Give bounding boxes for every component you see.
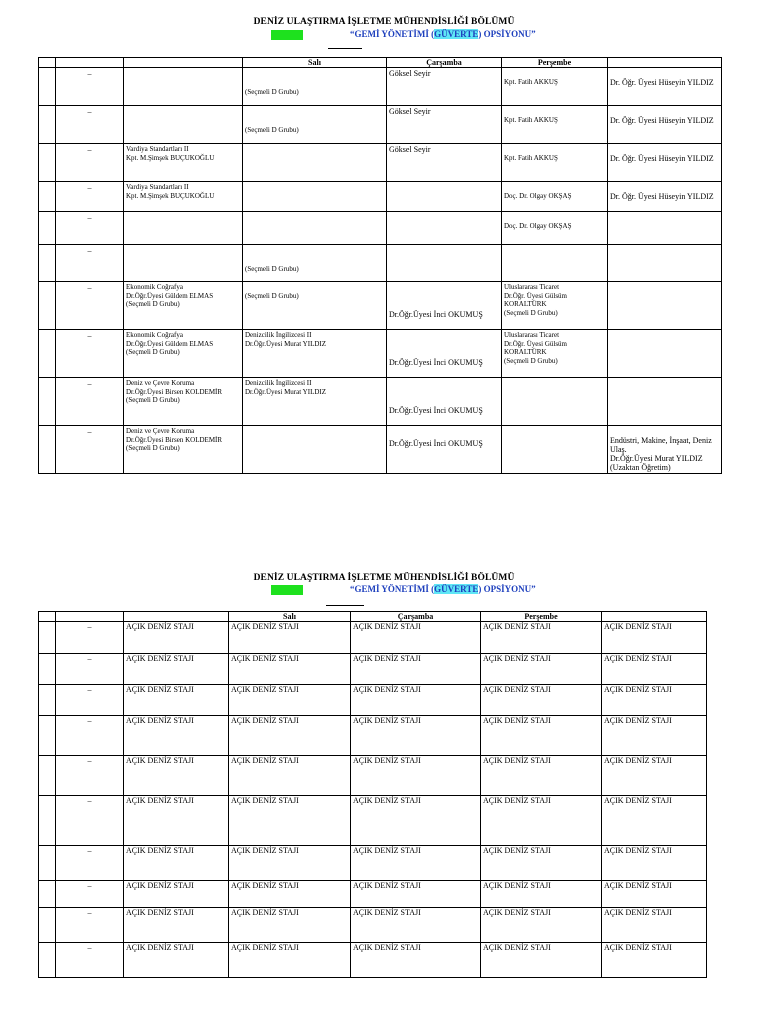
table-row (39, 796, 707, 846)
schedule-table-1 (38, 57, 722, 474)
tuesday-cell (243, 68, 387, 106)
row-number-cell (39, 908, 56, 943)
wednesday-cell: AÇIK DENİZ STAJI (351, 796, 481, 846)
option-subtitle: “GEMİ YÖNETİMİ (GÜVERTE) OPSİYONU” (350, 29, 536, 39)
monday-cell: AÇIK DENİZ STAJI (124, 796, 229, 846)
wednesday-cell-text: Dr.Öğr.Üyesi İnci OKUMUŞ (389, 406, 483, 415)
wednesday-cell (387, 144, 502, 182)
friday-cell (608, 282, 722, 330)
header-cell: Çarşamba (351, 612, 481, 622)
wednesday-cell: AÇIK DENİZ STAJI (351, 622, 481, 654)
thursday-cell-text: Kpt. Fatih AKKUŞ (504, 116, 558, 124)
wednesday-cell (387, 330, 502, 378)
friday-cell-text: Endüstri, Makine, İnşaat, Deniz Ulaş. Dr.Öğr.Üyesi Murat YILDIZ (Uzaktan Öğretim) (610, 436, 712, 472)
friday-cell (608, 378, 722, 426)
header-cell (124, 612, 229, 622)
thursday-cell (502, 106, 608, 144)
wednesday-cell: AÇIK DENİZ STAJI (351, 685, 481, 716)
row-number-cell (39, 685, 56, 716)
monday-cell-text: Ekonomik Coğrafya Dr.Öğr.Üyesi Güldem ELMAS (Seçmeli D Grubu) (126, 283, 214, 309)
monday-cell: AÇIK DENİZ STAJI (124, 654, 229, 685)
monday-cell: AÇIK DENİZ STAJI (124, 881, 229, 908)
time-cell-text: – (87, 183, 92, 192)
row-number-cell (39, 106, 56, 144)
wednesday-cell-text: Dr.Öğr.Üyesi İnci OKUMUŞ (389, 358, 483, 367)
friday-cell-text: Dr. Öğr. Üyesi Hüseyin YILDIZ (610, 154, 714, 163)
friday-cell: AÇIK DENİZ STAJI (602, 622, 707, 654)
thursday-cell-text: Doç. Dr. Olgay OKŞAŞ (504, 192, 572, 200)
row-number-cell (39, 622, 56, 654)
thursday-cell: AÇIK DENİZ STAJI (481, 622, 602, 654)
tuesday-cell-text: (Seçmeli D Grubu) (245, 292, 299, 300)
friday-cell (608, 212, 722, 245)
header-cell (608, 58, 722, 68)
friday-cell: AÇIK DENİZ STAJI (602, 881, 707, 908)
thursday-cell-text: Doç. Dr. Olgay OKŞAŞ (504, 222, 572, 230)
thursday-cell: AÇIK DENİZ STAJI (481, 908, 602, 943)
row-number-cell (39, 68, 56, 106)
table-row (39, 622, 707, 654)
table-row (39, 182, 722, 212)
wednesday-cell: AÇIK DENİZ STAJI (351, 654, 481, 685)
monday-cell (124, 106, 243, 144)
tuesday-cell: AÇIK DENİZ STAJI (229, 654, 351, 685)
monday-cell-text: Ekonomik Coğrafya Dr.Öğr.Üyesi Güldem ELMAS (Seçmeli D Grubu) (126, 331, 214, 357)
table-row (39, 908, 707, 943)
thursday-cell (502, 378, 608, 426)
wednesday-cell (387, 182, 502, 212)
table-row (39, 106, 722, 144)
table-row (39, 846, 707, 881)
thursday-cell (502, 144, 608, 182)
table-row (39, 654, 707, 685)
monday-cell: AÇIK DENİZ STAJI (124, 908, 229, 943)
thursday-cell-text: Kpt. Fatih AKKUŞ (504, 154, 558, 162)
time-cell-text: – (87, 246, 92, 255)
row-number-cell (39, 426, 56, 474)
monday-cell (124, 68, 243, 106)
friday-cell: AÇIK DENİZ STAJI (602, 716, 707, 756)
wednesday-cell (387, 282, 502, 330)
row-number-cell (39, 846, 56, 881)
thursday-cell: AÇIK DENİZ STAJI (481, 716, 602, 756)
wednesday-cell (387, 106, 502, 144)
header-cell (56, 612, 124, 622)
time-cell (56, 426, 124, 474)
time-cell-text: – (87, 379, 92, 388)
table-row (39, 685, 707, 716)
tuesday-cell (243, 245, 387, 282)
monday-cell: AÇIK DENİZ STAJI (124, 716, 229, 756)
tuesday-cell (243, 282, 387, 330)
department-title: DENİZ ULAŞTIRMA İŞLETME MÜHENDİSLİĞİ BÖLÜMÜ (253, 17, 515, 27)
header-rule (328, 48, 362, 49)
time-cell-text: – (87, 427, 92, 436)
tuesday-cell (243, 330, 387, 378)
monday-cell (124, 144, 243, 182)
table-row (39, 716, 707, 756)
thursday-cell (502, 212, 608, 245)
tuesday-cell: AÇIK DENİZ STAJI (229, 756, 351, 796)
monday-cell (124, 182, 243, 212)
row-number-cell (39, 144, 56, 182)
row-number-cell (39, 212, 56, 245)
monday-cell (124, 426, 243, 474)
friday-cell-text: Dr. Öğr. Üyesi Hüseyin YILDIZ (610, 78, 714, 87)
tuesday-cell (243, 106, 387, 144)
table-row (39, 943, 707, 978)
friday-cell: AÇIK DENİZ STAJI (602, 796, 707, 846)
monday-cell: AÇIK DENİZ STAJI (124, 846, 229, 881)
friday-cell (608, 245, 722, 282)
row-number-cell (39, 654, 56, 685)
wednesday-cell: AÇIK DENİZ STAJI (351, 881, 481, 908)
header-cell (39, 612, 56, 622)
wednesday-cell-text: Dr.Öğr.Üyesi İnci OKUMUŞ (389, 439, 483, 448)
monday-cell-text: Vardiya Standartları II Kpt. M.Şimşek BUÇUKOĞLU (126, 183, 215, 200)
thursday-cell: AÇIK DENİZ STAJI (481, 796, 602, 846)
time-cell-text: – (87, 107, 92, 116)
thursday-cell-text: Uluslararası Ticaret Dr.Öğr. Üyesi Gülsüm KORALTÜRK (Seçmeli D Grubu) (504, 331, 567, 365)
table-row (39, 378, 722, 426)
header-row (39, 612, 707, 622)
row-number-cell (39, 245, 56, 282)
tuesday-cell: AÇIK DENİZ STAJI (229, 716, 351, 756)
table-row (39, 881, 707, 908)
time-cell (56, 330, 124, 378)
monday-cell (124, 330, 243, 378)
time-cell-text: – (87, 331, 92, 340)
time-cell (56, 245, 124, 282)
tuesday-cell: AÇIK DENİZ STAJI (229, 846, 351, 881)
tuesday-cell (243, 144, 387, 182)
friday-cell: AÇIK DENİZ STAJI (602, 685, 707, 716)
time-cell (56, 182, 124, 212)
monday-cell: AÇIK DENİZ STAJI (124, 622, 229, 654)
time-cell (56, 68, 124, 106)
tuesday-cell-text: (Seçmeli D Grubu) (245, 126, 299, 134)
header-cell (602, 612, 707, 622)
thursday-cell (502, 245, 608, 282)
tuesday-cell: AÇIK DENİZ STAJI (229, 685, 351, 716)
monday-cell-text: Vardiya Standartları II Kpt. M.Şimşek BUÇUKOĞLU (126, 145, 215, 162)
wednesday-cell (387, 378, 502, 426)
table-row (39, 68, 722, 106)
wednesday-cell (387, 426, 502, 474)
friday-cell-text: Dr. Öğr. Üyesi Hüseyin YILDIZ (610, 192, 714, 201)
time-cell: – (56, 881, 124, 908)
time-cell-text: – (87, 283, 92, 292)
friday-cell-text: Dr. Öğr. Üyesi Hüseyin YILDIZ (610, 116, 714, 125)
friday-cell: AÇIK DENİZ STAJI (602, 756, 707, 796)
wednesday-cell: AÇIK DENİZ STAJI (351, 716, 481, 756)
row-number-cell (39, 282, 56, 330)
wednesday-cell-text: Göksel Seyir (389, 107, 431, 116)
time-cell: – (56, 846, 124, 881)
row-number-cell (39, 881, 56, 908)
wednesday-cell: AÇIK DENİZ STAJI (351, 846, 481, 881)
row-number-cell (39, 796, 56, 846)
friday-cell: AÇIK DENİZ STAJI (602, 908, 707, 943)
tuesday-cell-text: Denizcilik İngilizcesi II Dr.Öğr.Üyesi Murat YILDIZ (245, 331, 327, 348)
monday-cell (124, 245, 243, 282)
tuesday-cell-text: (Seçmeli D Grubu) (245, 88, 299, 96)
wednesday-cell: AÇIK DENİZ STAJI (351, 756, 481, 796)
friday-cell (608, 182, 722, 212)
tuesday-cell (243, 426, 387, 474)
monday-cell (124, 212, 243, 245)
thursday-cell: AÇIK DENİZ STAJI (481, 943, 602, 978)
tuesday-cell: AÇIK DENİZ STAJI (229, 796, 351, 846)
monday-cell-text: Deniz ve Çevre Koruma Dr.Öğr.Üyesi Birsen KOLDEMİR (Seçmeli D Grubu) (126, 379, 223, 405)
time-cell: – (56, 622, 124, 654)
monday-cell: AÇIK DENİZ STAJI (124, 943, 229, 978)
monday-cell (124, 378, 243, 426)
thursday-cell (502, 330, 608, 378)
thursday-cell (502, 68, 608, 106)
table-row (39, 426, 722, 474)
time-cell (56, 378, 124, 426)
table-row (39, 330, 722, 378)
wednesday-cell (387, 68, 502, 106)
friday-cell: AÇIK DENİZ STAJI (602, 943, 707, 978)
header-cell: Salı (243, 58, 387, 68)
header-cell: Perşembe (481, 612, 602, 622)
monday-cell (124, 282, 243, 330)
friday-cell: AÇIK DENİZ STAJI (602, 654, 707, 685)
row-number-cell (39, 943, 56, 978)
friday-cell (608, 106, 722, 144)
option-subtitle-2: “GEMİ YÖNETİMİ (GÜVERTE) OPSİYONU” (350, 584, 536, 594)
time-cell (56, 212, 124, 245)
tuesday-cell-text: Denizcilik İngilizcesi II Dr.Öğr.Üyesi Murat YILDIZ (245, 379, 327, 396)
time-cell-text: – (87, 145, 92, 154)
row-number-cell (39, 716, 56, 756)
green-marker (271, 30, 303, 40)
thursday-cell (502, 426, 608, 474)
friday-cell (608, 68, 722, 106)
department-title-2: DENİZ ULAŞTIRMA İŞLETME MÜHENDİSLİĞİ BÖLÜMÜ (253, 573, 515, 583)
time-cell (56, 282, 124, 330)
row-number-cell (39, 330, 56, 378)
header-cell: Perşembe (502, 58, 608, 68)
header-cell: Çarşamba (387, 58, 502, 68)
time-cell-text: – (87, 69, 92, 78)
thursday-cell (502, 282, 608, 330)
wednesday-cell (387, 212, 502, 245)
time-cell: – (56, 716, 124, 756)
friday-cell (608, 426, 722, 474)
friday-cell: AÇIK DENİZ STAJI (602, 846, 707, 881)
wednesday-cell: AÇIK DENİZ STAJI (351, 908, 481, 943)
time-cell: – (56, 908, 124, 943)
header-cell (124, 58, 243, 68)
header-row (39, 58, 722, 68)
table-row (39, 245, 722, 282)
thursday-cell-text: Kpt. Fatih AKKUŞ (504, 78, 558, 86)
time-cell: – (56, 756, 124, 796)
thursday-cell: AÇIK DENİZ STAJI (481, 881, 602, 908)
tuesday-cell: AÇIK DENİZ STAJI (229, 943, 351, 978)
tuesday-cell-text: (Seçmeli D Grubu) (245, 265, 299, 273)
table-row (39, 144, 722, 182)
tuesday-cell: AÇIK DENİZ STAJI (229, 881, 351, 908)
schedule-table-2 (38, 611, 707, 978)
table-row (39, 282, 722, 330)
header-cell: Salı (229, 612, 351, 622)
header-rule-2 (326, 605, 364, 606)
green-marker-2 (271, 585, 303, 595)
monday-cell: AÇIK DENİZ STAJI (124, 756, 229, 796)
tuesday-cell (243, 182, 387, 212)
row-number-cell (39, 756, 56, 796)
time-cell: – (56, 654, 124, 685)
wednesday-cell: AÇIK DENİZ STAJI (351, 943, 481, 978)
time-cell: – (56, 685, 124, 716)
tuesday-cell (243, 378, 387, 426)
monday-cell-text: Deniz ve Çevre Koruma Dr.Öğr.Üyesi Birsen KOLDEMİR (Seçmeli D Grubu) (126, 427, 223, 453)
thursday-cell: AÇIK DENİZ STAJI (481, 846, 602, 881)
tuesday-cell: AÇIK DENİZ STAJI (229, 622, 351, 654)
friday-cell (608, 330, 722, 378)
time-cell (56, 106, 124, 144)
monday-cell: AÇIK DENİZ STAJI (124, 685, 229, 716)
row-number-cell (39, 378, 56, 426)
wednesday-cell-text: Göksel Seyir (389, 145, 431, 154)
thursday-cell: AÇIK DENİZ STAJI (481, 756, 602, 796)
header-cell (56, 58, 124, 68)
time-cell: – (56, 796, 124, 846)
time-cell-text: – (87, 213, 92, 222)
tuesday-cell: AÇIK DENİZ STAJI (229, 908, 351, 943)
friday-cell (608, 144, 722, 182)
table-row (39, 756, 707, 796)
row-number-cell (39, 182, 56, 212)
tuesday-cell (243, 212, 387, 245)
time-cell (56, 144, 124, 182)
thursday-cell (502, 182, 608, 212)
header-cell (39, 58, 56, 68)
wednesday-cell-text: Göksel Seyir (389, 69, 431, 78)
wednesday-cell-text: Dr.Öğr.Üyesi İnci OKUMUŞ (389, 310, 483, 319)
time-cell: – (56, 943, 124, 978)
table-row (39, 212, 722, 245)
wednesday-cell (387, 245, 502, 282)
thursday-cell: AÇIK DENİZ STAJI (481, 654, 602, 685)
thursday-cell: AÇIK DENİZ STAJI (481, 685, 602, 716)
thursday-cell-text: Uluslararası Ticaret Dr.Öğr. Üyesi Gülsüm KORALTÜRK (Seçmeli D Grubu) (504, 283, 567, 317)
